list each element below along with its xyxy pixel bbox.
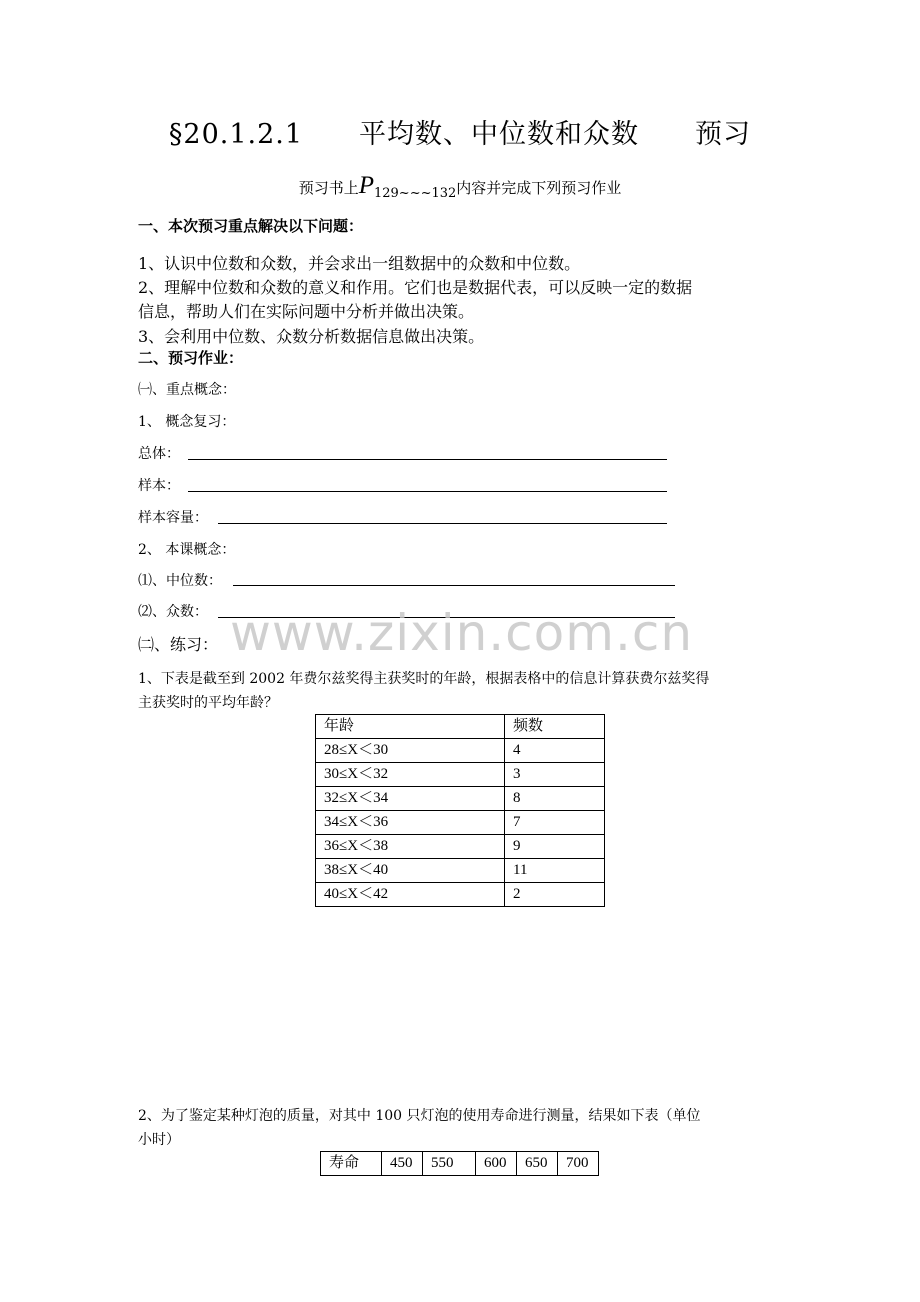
part2-heading: ㈡、练习： [138,635,219,654]
answer-line-sample-size[interactable] [218,523,667,524]
lifespan-table [320,1151,599,1176]
subtitle-suffix: 内容并完成下列预习作业 [456,179,622,197]
page-range: 129~~~132 [373,186,457,201]
age-range-cell: 40≤X＜42 [316,883,505,907]
frequency-cell: 8 [505,787,605,811]
age-frequency-table [315,714,605,907]
age-range-cell: 32≤X＜34 [316,787,505,811]
table-row [316,811,605,835]
field-label-median: ⑴、中位数： [138,573,222,589]
subtitle-prefix: 预习书上 [298,179,359,197]
page-title: §20.1.2.1 平均数、中位数和众数 预习 [168,119,752,150]
lifespan-value-cell: 550 [423,1152,476,1176]
concept-heading: 2、 本课概念： [138,542,236,558]
header-age: 年龄 [316,715,505,739]
table-row [316,763,605,787]
frequency-cell: 7 [505,811,605,835]
field-label-sample: 样本： [138,478,180,494]
lifespan-value-cell: 700 [558,1152,599,1176]
answer-line-sample[interactable] [188,491,667,492]
age-range-cell: 30≤X＜32 [316,763,505,787]
lifespan-value-cell: 650 [517,1152,558,1176]
frequency-cell: 3 [505,763,605,787]
age-range-cell: 28≤X＜30 [316,739,505,763]
page-symbol: P [358,172,374,199]
question1-text-cont: 主获奖时的平均年龄？ [138,695,278,711]
frequency-cell: 11 [505,859,605,883]
frequency-cell: 4 [505,739,605,763]
table-row [316,739,605,763]
age-range-cell: 38≤X＜40 [316,859,505,883]
table-row [321,1152,599,1176]
lifespan-label-cell: 寿命 [321,1152,382,1176]
lifespan-value-cell: 450 [382,1152,423,1176]
table-row [316,835,605,859]
frequency-cell: 2 [505,883,605,907]
question2-text-cont: 小时） [138,1132,180,1148]
watermark: www.zixin.com.cn [230,604,694,662]
answer-line-median[interactable] [233,585,675,586]
age-range-cell: 34≤X＜36 [316,811,505,835]
answer-line-population[interactable] [188,459,667,460]
lifespan-value-cell: 600 [476,1152,517,1176]
question1-text: 1、下表是截至到 2002 年费尔兹奖得主获奖时的年龄，根据表格中的信息计算获费尔兹奖得 [138,671,710,687]
field-label-mode: ⑵、众数： [138,604,208,620]
question2-text: 2、为了鉴定某种灯泡的质量，对其中 100 只灯泡的使用寿命进行测量，结果如下表（单位 [138,1108,701,1124]
table-header-row [316,715,605,739]
frequency-cell: 9 [505,835,605,859]
part1-heading: ㈠、重点概念： [138,382,236,398]
table-row [316,787,605,811]
header-frequency: 频数 [505,715,605,739]
review-heading: 1、 概念复习： [138,414,236,430]
subtitle [0,172,920,200]
field-label-population: 总体： [138,446,180,462]
table-row [316,859,605,883]
table-row [316,883,605,907]
objective-1: 1、认识中位数和众数，并会求出一组数据中的众数和中位数。 [138,254,581,273]
objective-2: 2、理解中位数和众数的意义和作用。它们也是数据代表，可以反映一定的数据 [138,278,693,297]
age-range-cell: 36≤X＜38 [316,835,505,859]
section2-heading: 二、预习作业： [138,349,244,367]
section1-heading: 一、本次预习重点解决以下问题： [138,217,364,235]
field-label-sample-size: 样本容量： [138,510,208,526]
objective-3: 3、会利用中位数、众数分析数据信息做出决策。 [138,327,485,346]
objective-2-cont: 信息，帮助人们在实际问题中分析并做出决策。 [138,302,475,321]
